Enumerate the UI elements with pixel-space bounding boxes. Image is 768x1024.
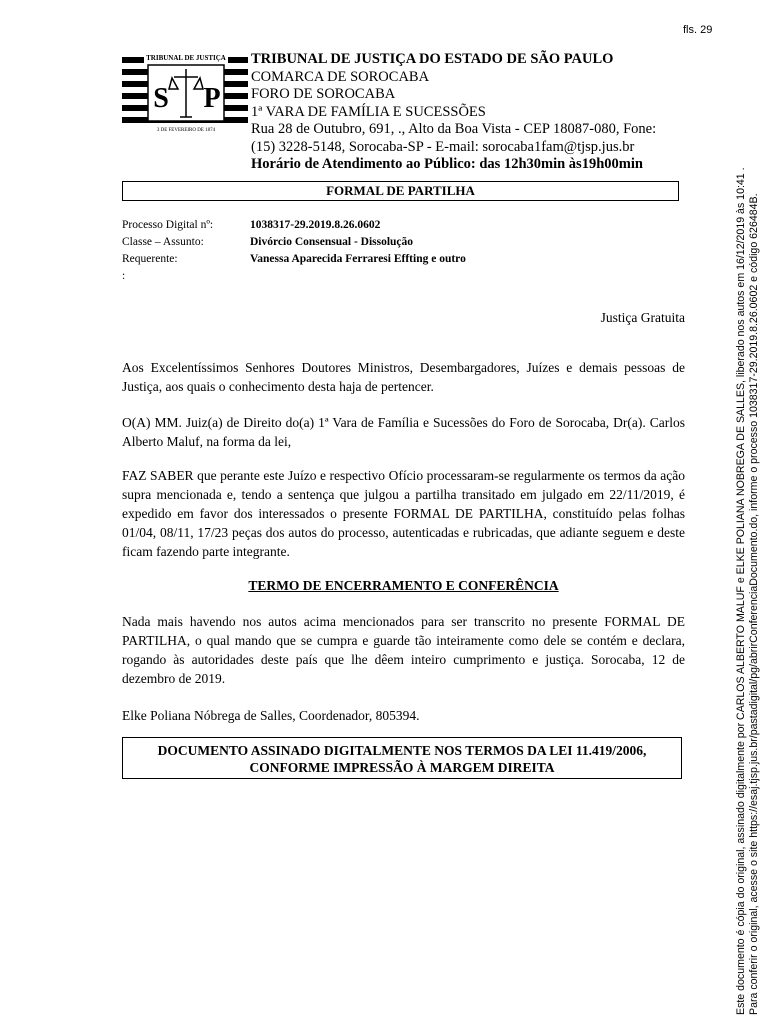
address-line-2: (15) 3228-5148, Sorocaba-SP - E-mail: sorocaba1fam@tjsp.jus.br bbox=[251, 138, 635, 155]
section-title: TERMO DE ENCERRAMENTO E CONFERÊNCIA bbox=[248, 578, 559, 593]
judge-paragraph: O(A) MM. Juiz(a) de Direito do(a) 1ª Vara de Família e Sucessões do Foro de Sorocaba, Dr(a). Carlos Alberto Maluf, na forma da lei, bbox=[122, 415, 685, 449]
margin-note-line-1: Este documento é cópia do original, assinado digitalmente por CARLOS ALBERTO MALUF e ELKE POLIANA NOBREGA DE SALLES, liberado nos autos em 16/12/2019 às 10:41 . bbox=[735, 167, 747, 1015]
logo-letter-p: P bbox=[203, 83, 221, 114]
signature-notice-line-1: DOCUMENTO ASSINADO DIGITALMENTE NOS TERMOS DA LEI 11.419/2006, bbox=[157, 743, 647, 758]
process-label: Processo Digital nº: bbox=[122, 219, 214, 231]
justica-gratuita: Justiça Gratuita bbox=[600, 310, 685, 325]
logo-letter-s: S bbox=[153, 83, 169, 114]
comarca: COMARCA DE SOROCABA bbox=[251, 68, 430, 85]
class-label: Classe – Assunto: bbox=[122, 236, 204, 248]
court-header bbox=[251, 51, 691, 174]
process-value: 1038317-29.2019.8.26.0602 bbox=[250, 219, 381, 231]
page-number: fls. 29 bbox=[683, 24, 713, 36]
class-row bbox=[122, 234, 682, 251]
vara: 1ª VARA DE FAMÍLIA E SUCESSÕES bbox=[251, 103, 486, 120]
address-line-1: Rua 28 de Outubro, 691, ., Alto da Boa Vista - CEP 18087-080, Fone: bbox=[251, 121, 657, 137]
salutation-paragraph: Aos Excelentíssimos Senhores Doutores Ministros, Desembargadores, Juízes e demais pessoas de Justiça, aos quais o conhecimento desta haja de pertencer. bbox=[122, 360, 685, 394]
margin-note-line-2: Para conferir o original, acesse o site https://esaj.tjsp.jus.br/pastadigital/pg/abrirConferenciaDocumento.do, informe o processo 1038317-29.2019.8.26.0602 e código 626484B. bbox=[748, 193, 760, 1015]
class-value: Divórcio Consensual - Dissolução bbox=[250, 236, 414, 248]
empty-label: : bbox=[122, 270, 126, 282]
empty-row bbox=[122, 268, 682, 285]
closing-paragraph: Nada mais havendo nos autos acima mencionados para ser transcrito no presente FORMAL DE PARTILHA, o qual mando que se cumpra e guarde tão inteiramente como dele se contém e declara, rogando às autoridades deste país que lhe dêem inteiro cumprimento e justiça. Sorocaba, 12 de dezembro de 2019. bbox=[122, 614, 685, 686]
faz-saber-paragraph: FAZ SABER que perante este Juízo e respectivo Ofício processaram-se regularmente os termos da ação supra mencionada e, tendo a sentença que julgou a partilha transitado em julgado em 22/11/2019, é expedido em favor dos interessados o presente FORMAL DE PARTILHA, constituído pelas folhas 01/04, 08/11, 17/23 peças dos autos do processo, autenticadas e rubricadas, que adiante seguem e deste ficam fazendo parte integrante. bbox=[122, 468, 685, 559]
coordinator-line: Elke Poliana Nóbrega de Salles, Coordenador, 805394. bbox=[122, 708, 420, 723]
margin-authentication-note bbox=[735, 135, 761, 1015]
applicant-label: Requerente: bbox=[122, 253, 178, 265]
process-row bbox=[122, 217, 682, 234]
logo-bottom-text: 3 DE FEVEREIRO DE 1874 bbox=[156, 128, 216, 133]
court-logo bbox=[122, 45, 248, 135]
document-title: FORMAL DE PARTILHA bbox=[122, 181, 679, 201]
logo-top-text: TRIBUNAL DE JUSTIÇA bbox=[146, 54, 226, 62]
foro: FORO DE SOROCABA bbox=[251, 86, 396, 102]
office-hours: Horário de Atendimento ao Público: das 12h30min às19h00min bbox=[251, 156, 643, 172]
signature-notice bbox=[122, 737, 682, 779]
applicant-value: Vanessa Aparecida Ferraresi Effting e outro bbox=[250, 253, 466, 265]
signature-notice-line-2: CONFORME IMPRESSÃO À MARGEM DIREITA bbox=[249, 760, 555, 775]
applicant-row bbox=[122, 251, 682, 268]
process-info bbox=[122, 217, 682, 285]
court-name: TRIBUNAL DE JUSTIÇA DO ESTADO DE SÃO PAULO bbox=[251, 51, 614, 67]
